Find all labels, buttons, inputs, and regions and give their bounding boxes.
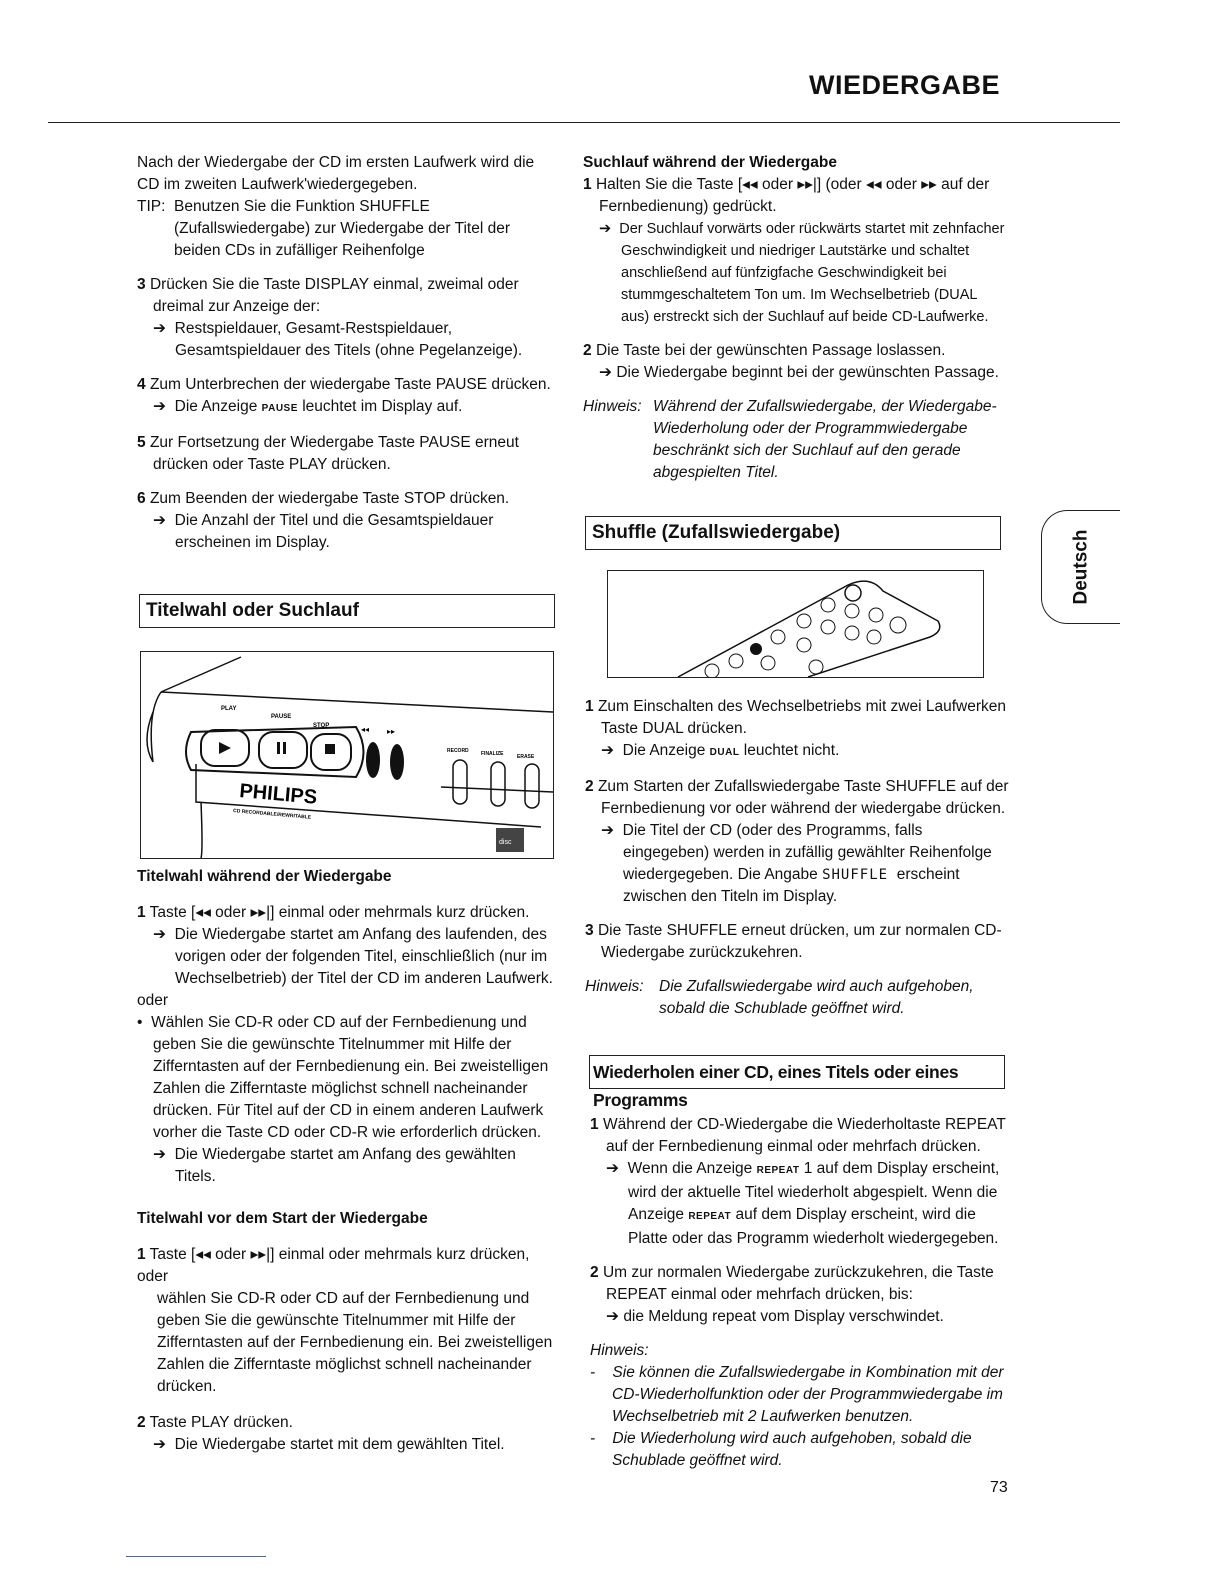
arrow-icon: ➔ [153, 320, 166, 337]
label-stop: STOP [313, 723, 330, 729]
step-result: Die Wiedergabe startet am Anfang des laufenden, des vorigen oder der folgenden Titel, einschließlich (nur im Wechselbetrieb) der Titel der CD im anderen Laufwerk. [174, 926, 553, 987]
arrow-icon: ➔ [153, 398, 166, 415]
repeat-step-2 [590, 1262, 1010, 1328]
step-4 [137, 374, 559, 420]
step-text: Zum Beenden der wiedergabe Taste STOP drücken. [149, 490, 510, 507]
display-word-shuffle: SHUFFLE [822, 867, 889, 883]
arrow-icon: ➔ [601, 742, 614, 759]
step-text: Zum Einschalten des Wechselbetriebs mit zwei Laufwerken Taste DUAL drücken. [597, 698, 1007, 737]
section-title-titelwahl: Titelwahl oder Suchlauf [139, 594, 555, 628]
step-text: Taste [◂◂ oder ▸▸|] einmal oder mehrmals kurz drücken, [149, 1246, 530, 1263]
step-number: 4 [137, 376, 146, 393]
arrow-icon: ➔ [153, 926, 166, 943]
arrow-icon: ➔ [601, 822, 614, 839]
step-number: 1 [585, 698, 594, 715]
dash-icon: - [590, 1364, 596, 1381]
language-tab-label: Deutsch [1070, 529, 1091, 605]
arrow-icon: ➔ [606, 1160, 619, 1177]
hint-label: Hinweis: [583, 398, 642, 415]
step-result: Der Suchlauf vorwärts oder rückwärts startet mit zehnfacher Geschwindigkeit und niedriger Lautstärke und schaltet anschließend auf fünfzigfache Geschwindigkeit bei stummgeschaltetem Ton um. Im Wechselbetrieb (DUAL aus) erstreckt sich der Suchlauf auf beide CD-Laufwerke. [619, 221, 1005, 325]
dash-icon: - [590, 1430, 596, 1447]
step-result-end: auf dem Display erscheint, wird die Platte oder das Programm wiederholt wiedergegeben. [628, 1206, 999, 1247]
step-text: Während der CD-Wiedergabe die Wiederholtaste REPEAT auf der Fernbedienung einmal oder mehrfach drücken. [602, 1116, 1006, 1155]
right-column [583, 152, 1005, 484]
remote-control-drawing [608, 571, 983, 677]
bullet-icon: • [137, 1014, 143, 1031]
sub2-alt-text: wählen Sie CD-R oder CD auf der Fernbedienung und geben Sie die gewünschte Titelnummer mit Hilfe der Zifferntasten auf der Fernbedienung ein. Bei zweistelligen Zahlen die Zifferntaste möglichst schnell nacheinander drücken. [157, 1290, 553, 1395]
step-number: 1 [137, 1246, 146, 1263]
step-result-end: leuchtet im Display auf. [302, 398, 463, 415]
step-number: 6 [137, 490, 146, 507]
step-number: 2 [137, 1414, 146, 1431]
label-next-icon: ▸▸ [387, 727, 396, 736]
step-number: 5 [137, 434, 146, 451]
left-column [137, 152, 559, 566]
brand-logo: PHILIPS [238, 780, 318, 809]
left-column-lower [137, 866, 559, 1456]
sub2-step-1 [137, 1244, 559, 1266]
sub1-step-1 [137, 902, 559, 990]
oder-text: oder [137, 992, 169, 1009]
step-text: Zum Starten der Zufallswiedergabe Taste SHUFFLE auf der Fernbedienung vor oder während der wiedergabe drücken. [597, 778, 1009, 817]
step-text: Halten Sie die Taste [◂◂ oder ▸▸|] (oder ◂◂ oder ▸▸ auf der Fernbedienung) gedrückt. [595, 176, 990, 215]
arrow-icon: ➔ [153, 512, 166, 529]
step-result: Die Titel der CD (oder des Programms, falls eingegeben) werden in zufällig gewählter Reihenfolge wiedergegeben. Die Angabe [622, 822, 992, 883]
sub2-step-2 [137, 1412, 559, 1456]
step-text: Taste PLAY drücken. [149, 1414, 293, 1431]
section-title-shuffle: Shuffle (Zufallswiedergabe) [585, 516, 1001, 550]
hint-text-2: Die Wiederholung wird auch aufgehoben, sobald die Schublade geöffnet wird. [612, 1430, 972, 1469]
label-prev-icon: ◂◂ [361, 725, 370, 734]
arrow-icon: ➔ [599, 221, 612, 237]
step-number: 3 [585, 922, 594, 939]
shuffle-step-2 [585, 776, 1009, 908]
bottom-rule [126, 1556, 266, 1557]
arrow-icon: ➔ [606, 1308, 619, 1325]
label-finalize: FINALIZE [481, 751, 504, 757]
tip-label: TIP: [137, 198, 166, 215]
hint-text: Während der Zufallswiedergabe, der Wiedergabe-Wiederholung oder der Programmwiedergabe beschränkt sich der Suchlauf auf den gerade abgespielten Titel. [653, 398, 997, 481]
language-tab [1041, 510, 1120, 624]
step-text: Die Taste SHUFFLE erneut drücken, um zur normalen CD-Wiedergabe zurückzukehren. [597, 922, 1002, 961]
step-number: 2 [585, 778, 594, 795]
cd-recorder-illustration [140, 651, 554, 859]
step-5 [137, 432, 559, 476]
intro-text: Nach der Wiedergabe der CD im ersten Laufwerk wird die CD im zweiten Laufwerk'wiedergegeben. [137, 154, 535, 193]
model-label: CD RECORDABLE/REWRITABLE [232, 808, 312, 821]
display-word-repeat: REPEAT [756, 1165, 800, 1176]
step-result: Wenn die Anzeige [627, 1160, 753, 1177]
step-number: 3 [137, 276, 146, 293]
disc-logo: disc [499, 839, 512, 846]
sub1-bullet [137, 1012, 559, 1188]
step-result: Die Wiedergabe startet mit dem gewählten Titel. [174, 1436, 505, 1453]
right-column-lower [585, 696, 1009, 1020]
subheading-titelwahl-waehrend: Titelwahl während der Wiedergabe [137, 868, 392, 885]
shuffle-step-1 [585, 696, 1009, 764]
step-text: Um zur normalen Wiedergabe zurückzukehren, die Taste REPEAT einmal oder mehrfach drücken, bis: [602, 1264, 994, 1303]
display-word-repeat-2: REPEAT [688, 1211, 732, 1222]
remote-control-illustration [607, 570, 984, 678]
tip-block [137, 196, 559, 262]
arrow-icon: ➔ [599, 364, 612, 381]
step-number: 2 [590, 1264, 599, 1281]
search-step-1 [583, 174, 1005, 328]
hint-text: Die Zufallswiedergabe wird auch aufgehoben, sobald die Schublade geöffnet wird. [659, 978, 974, 1017]
step-3 [137, 274, 559, 362]
display-word-dual: DUAL [709, 747, 740, 758]
bullet-text: Wählen Sie CD-R oder CD auf der Fernbedienung und geben Sie die gewünschte Titelnummer mit Hilfe der Zifferntasten auf der Fernbedienung ein. Bei zweistelligen Zahlen die Zifferntaste möglichst schnell nacheinander drücken. Für Titel auf der CD in einem anderen Laufwerk vorher die Taste CD oder CD-R wie erforderlich drücken. [151, 1014, 549, 1141]
repeat-step-1 [590, 1114, 1010, 1250]
step-6 [137, 488, 559, 554]
hint-text-1: Sie können die Zufallswiedergabe in Kombination mit der CD-Wiederholfunktion oder der Programmwiedergabe im Wechselbetrieb mit 2 Laufwerken benutzen. [612, 1364, 1004, 1425]
shuffle-step-3 [585, 920, 1009, 964]
step-result-mid: 1 auf dem Display erscheint, wird der aktuelle Titel wiederholt abgespielt. Wenn die Anzeige [628, 1160, 1000, 1223]
cd-recorder-drawing [141, 652, 553, 858]
step-text: Die Taste bei der gewünschten Passage loslassen. [595, 342, 946, 359]
header-rule [48, 122, 1120, 123]
search-hint [583, 396, 1005, 484]
step-text: Drücken Sie die Taste DISPLAY einmal, zweimal oder dreimal zur Anzeige der: [149, 276, 519, 315]
step-result: Die Wiedergabe beginnt bei der gewünschten Passage. [616, 364, 999, 381]
step-number: 1 [583, 176, 592, 193]
label-pause: PAUSE [271, 714, 292, 720]
arrow-icon: ➔ [153, 1146, 166, 1163]
step-number: 1 [590, 1116, 599, 1133]
step-result: Die Anzeige [622, 742, 706, 759]
repeat-hint [590, 1340, 1010, 1472]
step-result-end: erscheint zwischen den Titeln im Display. [623, 866, 960, 905]
tip-text: Benutzen Sie die Funktion SHUFFLE (Zufallswiedergabe) zur Wiedergabe der Titel der beiden CDs in zufälliger Reihenfolge [174, 198, 510, 259]
section-title-repeat: Wiederholen einer CD, eines Titels oder eines Programms [589, 1055, 1005, 1089]
hint-label: Hinweis: [585, 978, 644, 995]
step-text: Zum Unterbrechen der wiedergabe Taste PAUSE drücken. [149, 376, 551, 393]
display-word-pause: PAUSE [261, 403, 298, 414]
step-result: Restspieldauer, Gesamt-Restspieldauer, Gesamtspieldauer des Titels (ohne Pegelanzeige). [174, 320, 523, 359]
step-result: die Meldung repeat vom Display verschwindet. [623, 1308, 944, 1325]
subheading-suchlauf: Suchlauf während der Wiedergabe [583, 154, 837, 171]
step-number: 1 [137, 904, 146, 921]
label-record: RECORD [447, 748, 469, 754]
label-erase: ERASE [517, 754, 535, 760]
oder-text: oder [137, 1268, 169, 1285]
subheading-titelwahl-vor: Titelwahl vor dem Start der Wiedergabe [137, 1210, 428, 1227]
label-play: PLAY [221, 706, 237, 712]
step-number: 2 [583, 342, 592, 359]
step-text: Taste [◂◂ oder ▸▸|] einmal oder mehrmals kurz drücken. [149, 904, 530, 921]
step-result: Die Anzahl der Titel und die Gesamtspieldauer erscheinen im Display. [174, 512, 494, 551]
right-column-repeat [590, 1114, 1010, 1472]
search-step-2 [583, 340, 1005, 384]
step-result: Die Anzeige [174, 398, 258, 415]
shuffle-hint [585, 976, 1009, 1020]
page-number: 73 [990, 1479, 1008, 1496]
step-result-end: leuchtet nicht. [743, 742, 840, 759]
page-title: WIEDERGABE [808, 70, 1000, 100]
arrow-icon: ➔ [153, 1436, 166, 1453]
step-text: Zur Fortsetzung der Wiedergabe Taste PAUSE erneut drücken oder Taste PLAY drücken. [149, 434, 519, 473]
bullet-result: Die Wiedergabe startet am Anfang des gewählten Titels. [174, 1146, 516, 1185]
hint-label: Hinweis: [590, 1342, 649, 1359]
